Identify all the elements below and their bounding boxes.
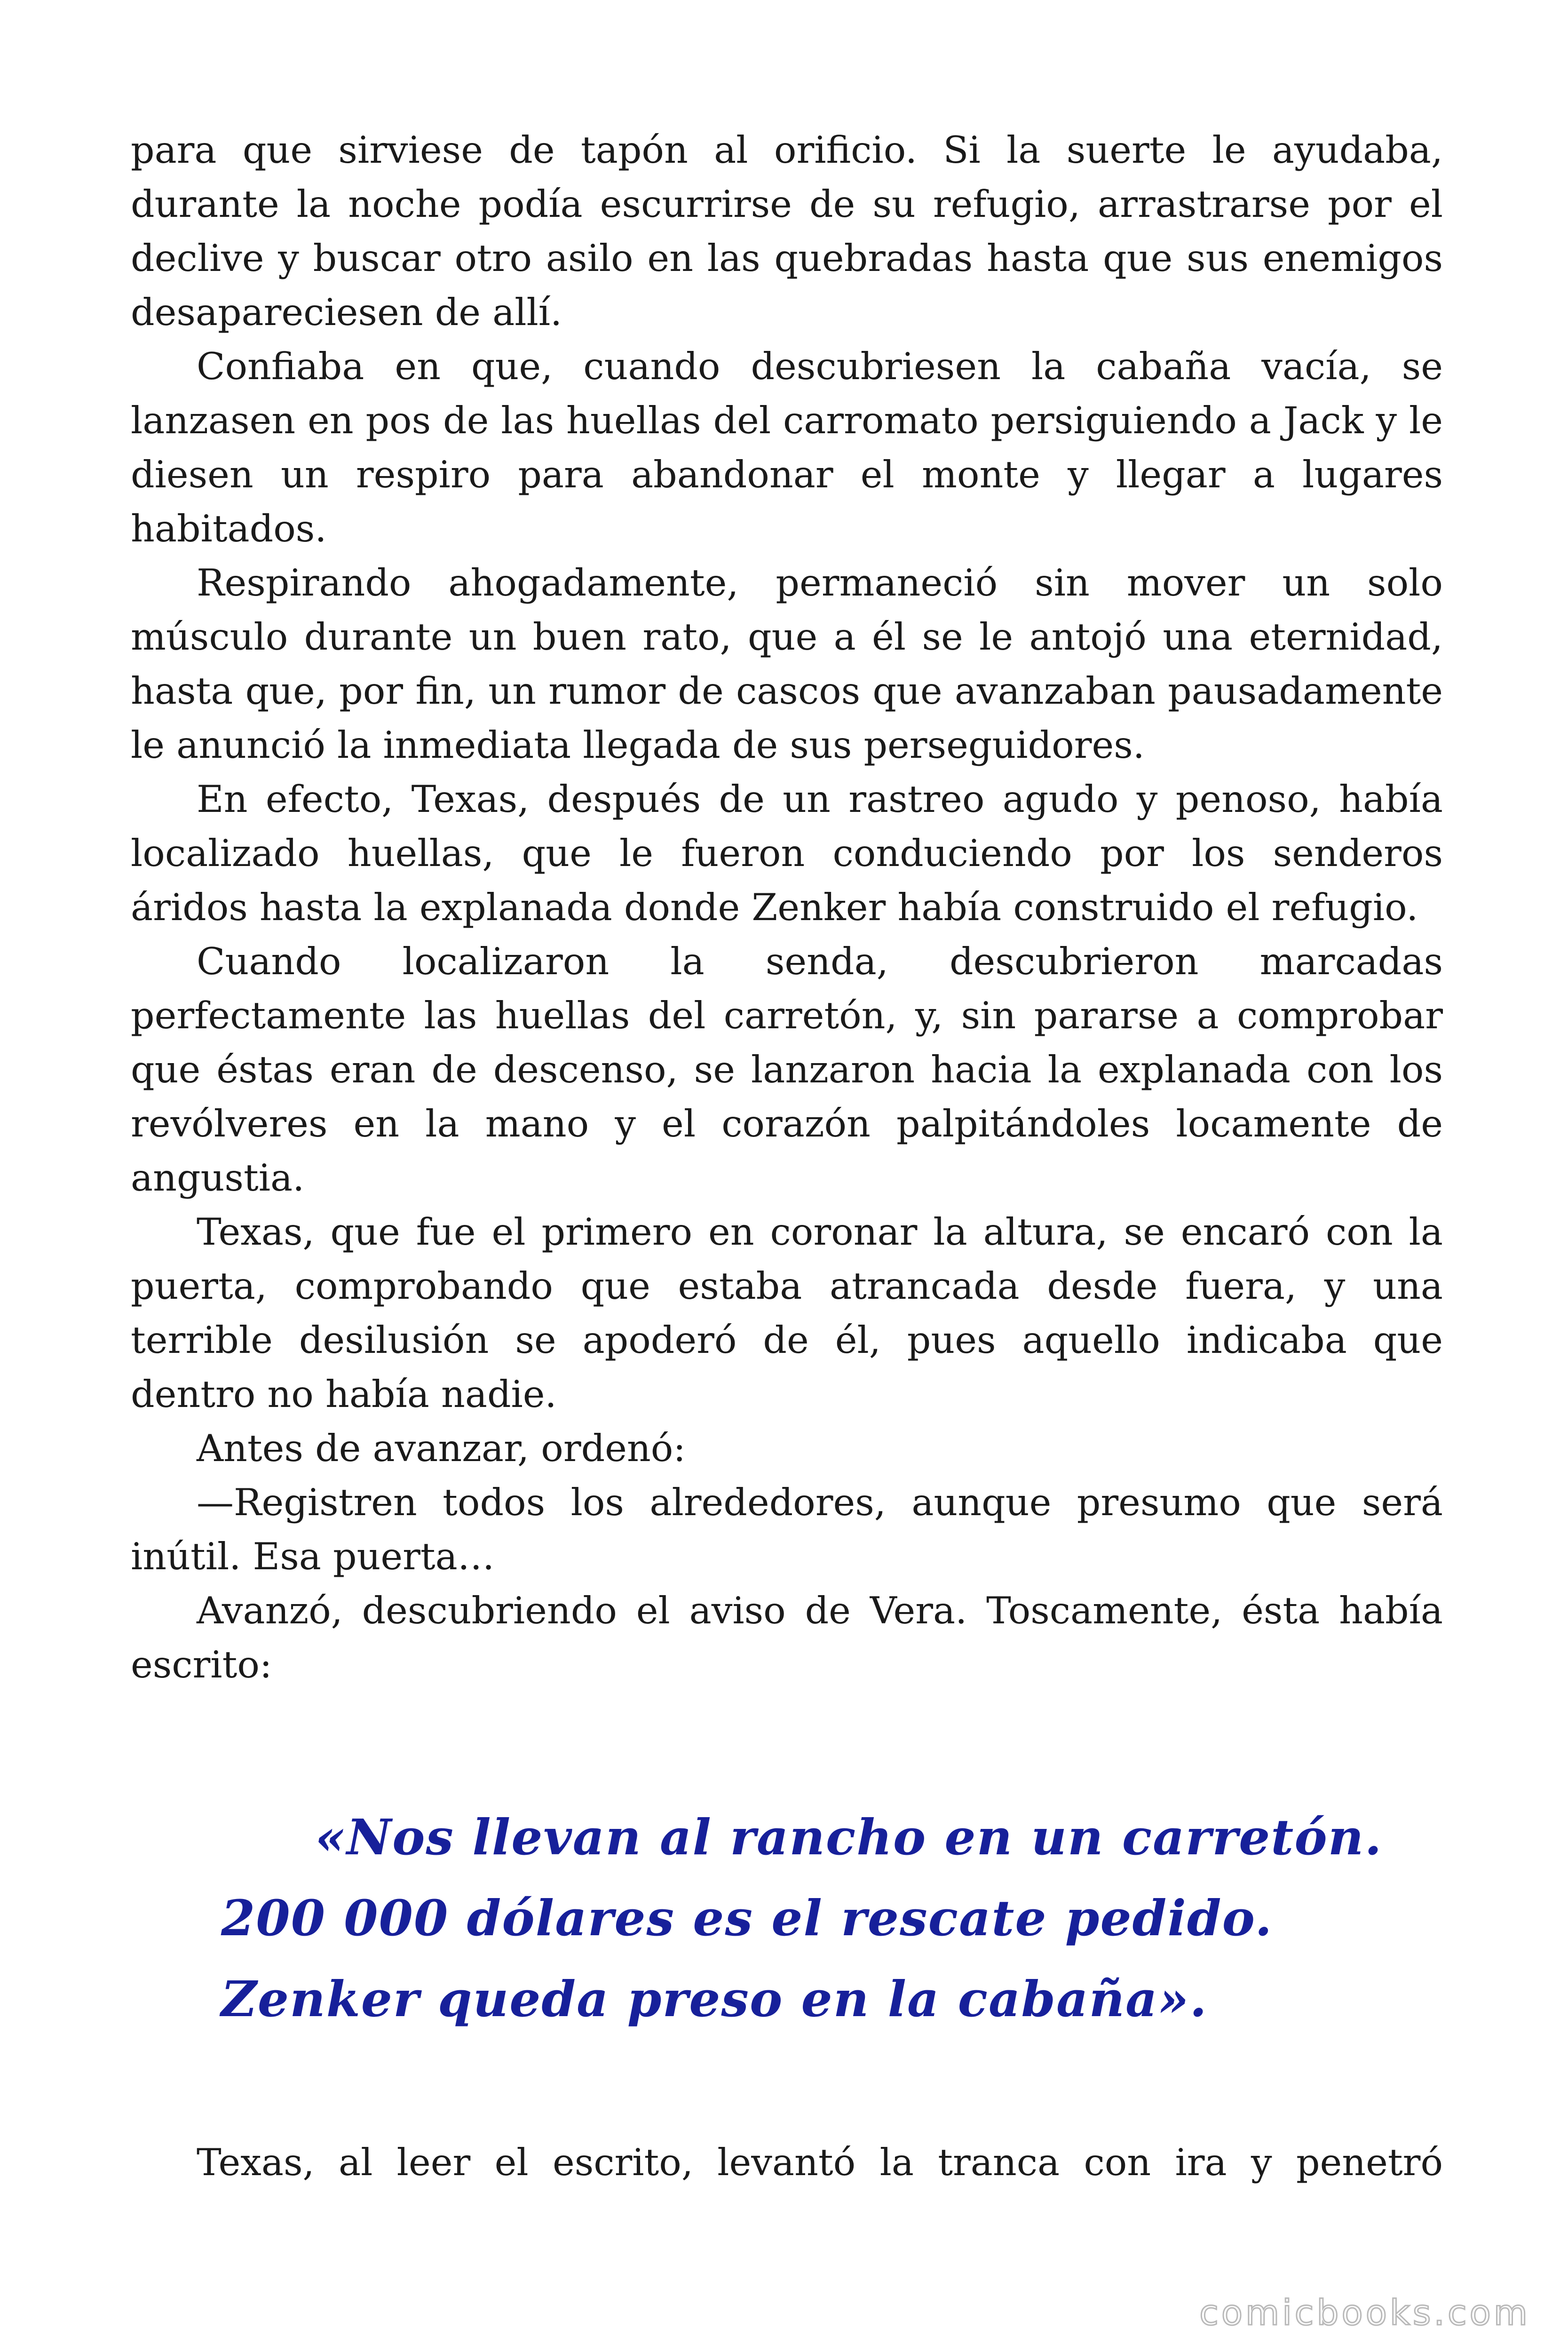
paragraph: —Registren todos los alrededores, aunque presumo que será inútil. Esa puerta… [131,1481,1443,1578]
paragraph: En efecto, Texas, después de un rastreo agudo y penoso, había localizado huellas, que le fueron conduciendo por los senderos áridos hasta la explanada donde Zenker había construido el refugio. [131,778,1443,929]
paragraph: para que sirviese de tapón al orificio. Si la suerte le ayudaba, durante la noche podía escurrirse de su refugio, arrastrarse por el declive y buscar otro asilo en las quebradas hasta que sus enemigos desapareciesen de allí. [131,128,1443,334]
paragraph: Texas, que fue el primero en coronar la altura, se encaró con la puerta, comprobando que estaba atrancada desde fuera, y una terrible desilusión se apoderó de él, pues aquello indicaba que dentro no había nadie. [131,1210,1443,1416]
paragraph: Respirando ahogadamente, permaneció sin mover un solo músculo durante un buen rato, que a él se le antojó una eternidad, hasta que, por fin, un rumor de cascos que avanzaban pausadamente le anunció la inmediata llegada de sus perseguidores. [131,561,1443,767]
handwritten-note: «Nos llevan al rancho en un carretón. 200 000 dólares es el rescate pedido. Zenker queda preso en la cabaña». [221,1808,1383,2028]
paragraph: Cuando localizaron la senda, descubrieron marcadas perfectamente las huellas del carretón, y, sin pararse a comprobar que éstas eran de descenso, se lanzaron hacia la explanada con los revólveres en la mano y el corazón palpitándoles locamente de angustia. [131,940,1443,1200]
paragraph: Confiaba en que, cuando descubriesen la cabaña vacía, se lanzasen en pos de las huellas del carromato persiguiendo a Jack y le diesen un respiro para abandonar el monte y llegar a lugares habitados. [131,345,1443,550]
body-text [131,123,1443,1692]
paragraph: Texas, al leer el escrito, levantó la tranca con ira y penetró [197,2141,1443,2184]
paragraph: Antes de avanzar, ordenó: [197,1427,686,1470]
paragraph: Avanzó, descubriendo el aviso de Vera. Toscamente, ésta había escrito: [131,1589,1443,1686]
closing-text [131,2136,1443,2190]
watermark: comicbooks.com [1199,2293,1530,2333]
